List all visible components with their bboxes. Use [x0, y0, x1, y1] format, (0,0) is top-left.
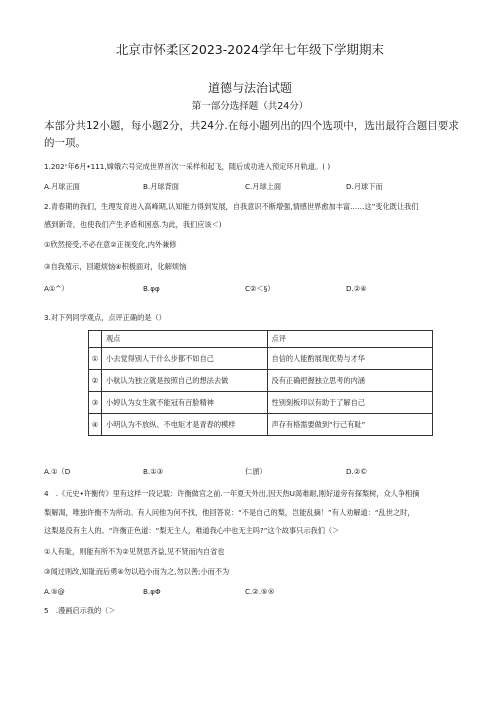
q3-row-comment: 自信的人能酌展现优势与才华: [267, 348, 433, 370]
q1-option-d: D.月球下而: [346, 182, 383, 191]
q2-stem-line1: 2.青春期的我们，生理发育进入高峰期,认知能力得到发展，自我意识不断增强,情感世界愈加丰富……这”变化既让我们: [44, 202, 419, 211]
q3-row-view: 小航认为独立就是按照自己的想法去做: [102, 370, 268, 392]
q3-row-comment: 声存有格需要做到“行己有耻”: [267, 414, 433, 436]
q3-option-c: 仁頒）: [245, 467, 267, 476]
q2-items-line2: ③自我殖示，回避烦恼④积极面对，化解烦恼: [44, 262, 187, 271]
q4-stem-line3: 这梨是没有主人的。“许衡正色道：“梨无主人，难道我心中也无主吗?”这个故事只示我们（＞: [44, 526, 340, 535]
q2-option-a: A①^）: [44, 284, 69, 293]
q3-row-num: ①: [89, 348, 102, 370]
section-heading: 第一部分选择题（共24分）: [191, 101, 309, 112]
q2-option-d: D.②④: [346, 284, 367, 293]
q5-stem: 5 .漫画启示我的（＞: [44, 606, 116, 615]
q1-option-b: B.月球背面: [143, 182, 179, 191]
q3-row-view: 小去觉得别人干什么步都不如自己: [102, 348, 268, 370]
table-row: [89, 414, 433, 436]
q4-option-a: A.⑤@: [44, 587, 65, 596]
q3-option-d: D.②©: [346, 467, 368, 476]
q3-row-num: ③: [89, 392, 102, 414]
q3-row-view: 小婷认为女生就不能冠有百脸精神: [102, 392, 268, 414]
exam-title: 北京市怀柔区2023-2024学年七年级下学期期末: [115, 42, 385, 57]
q2-option-b: B.φφ: [143, 284, 160, 293]
q3-row-comment: 没有正确把握独立思考的内涵: [267, 370, 433, 392]
q3-row-view: 小明认为不放纵、不电矩才是青春的模样: [102, 414, 268, 436]
q3-row-num: ②: [89, 370, 102, 392]
q3-option-a: A.①（D: [44, 467, 71, 476]
q4-items-line2: ③闻过则改,知耻而后勇④勿以趋小而为之,勿以善;小而不为: [44, 567, 230, 576]
q4-stem-line2: 梨解渴，唯独许衡不为所动。有人问他为何不找，他回答说：“不是自己的梨，岂能乱摘！”有人劝解道：“乱世之时，: [44, 508, 415, 517]
q2-items-line1: ①欣然接受,不必在意②正视变化,内外兼修: [44, 240, 177, 249]
q3-row-num: ④: [89, 414, 102, 436]
table-row: [89, 392, 433, 414]
q1-option-a: A.月球正面: [44, 182, 80, 191]
q4-stem-line1: 4 .《元史•许衡传》里有这样一段记载：许衡做官之前.一年夏天外出,因天热U渴难耐,刚好道旁有探梨树，众人争相摘: [44, 489, 420, 498]
q1-option-c: C.月球上面: [245, 182, 282, 191]
section-intro: 本部分共12小题，每小题2分，共24分.在每小题列出的四个选项中，选出最符合题目要求的一项。: [44, 120, 459, 149]
q4-items-line1: ①人有耻，则能有所不为②见贤思齐益,见不贤而内自省也: [44, 547, 225, 556]
q3-stem: 3.对下列同学观点，点评正确的是（）: [44, 313, 166, 322]
q4-option-c: C.②.⑤®: [245, 587, 275, 596]
q3-table: [88, 330, 433, 436]
q2-option-c: C②＜§）: [245, 284, 275, 293]
q3-option-b: B.①③: [143, 467, 164, 476]
q4-option-b: B.φΦ: [143, 587, 161, 596]
q3-header-view: 观点: [102, 331, 268, 348]
table-row: [89, 348, 433, 370]
q3-header-num: [89, 331, 102, 348]
q1-stem: 1.202ⁿ年6月•111,嫦娥六号完成世界首次一采样和起飞，随后成功进入预定环月轨道。( ): [44, 162, 331, 171]
q3-header-comment: 点评: [267, 331, 433, 348]
q3-row-comment: 性别刻板印以有助于了解自己: [267, 392, 433, 414]
exam-subtitle: 道德与法治试题: [207, 81, 292, 95]
q2-stem-line2: 感到新奇，也使我们产生矛盾和困惑.为此，我们应该＜): [44, 220, 222, 229]
q3-table-header: [89, 331, 433, 348]
table-row: [89, 370, 433, 392]
